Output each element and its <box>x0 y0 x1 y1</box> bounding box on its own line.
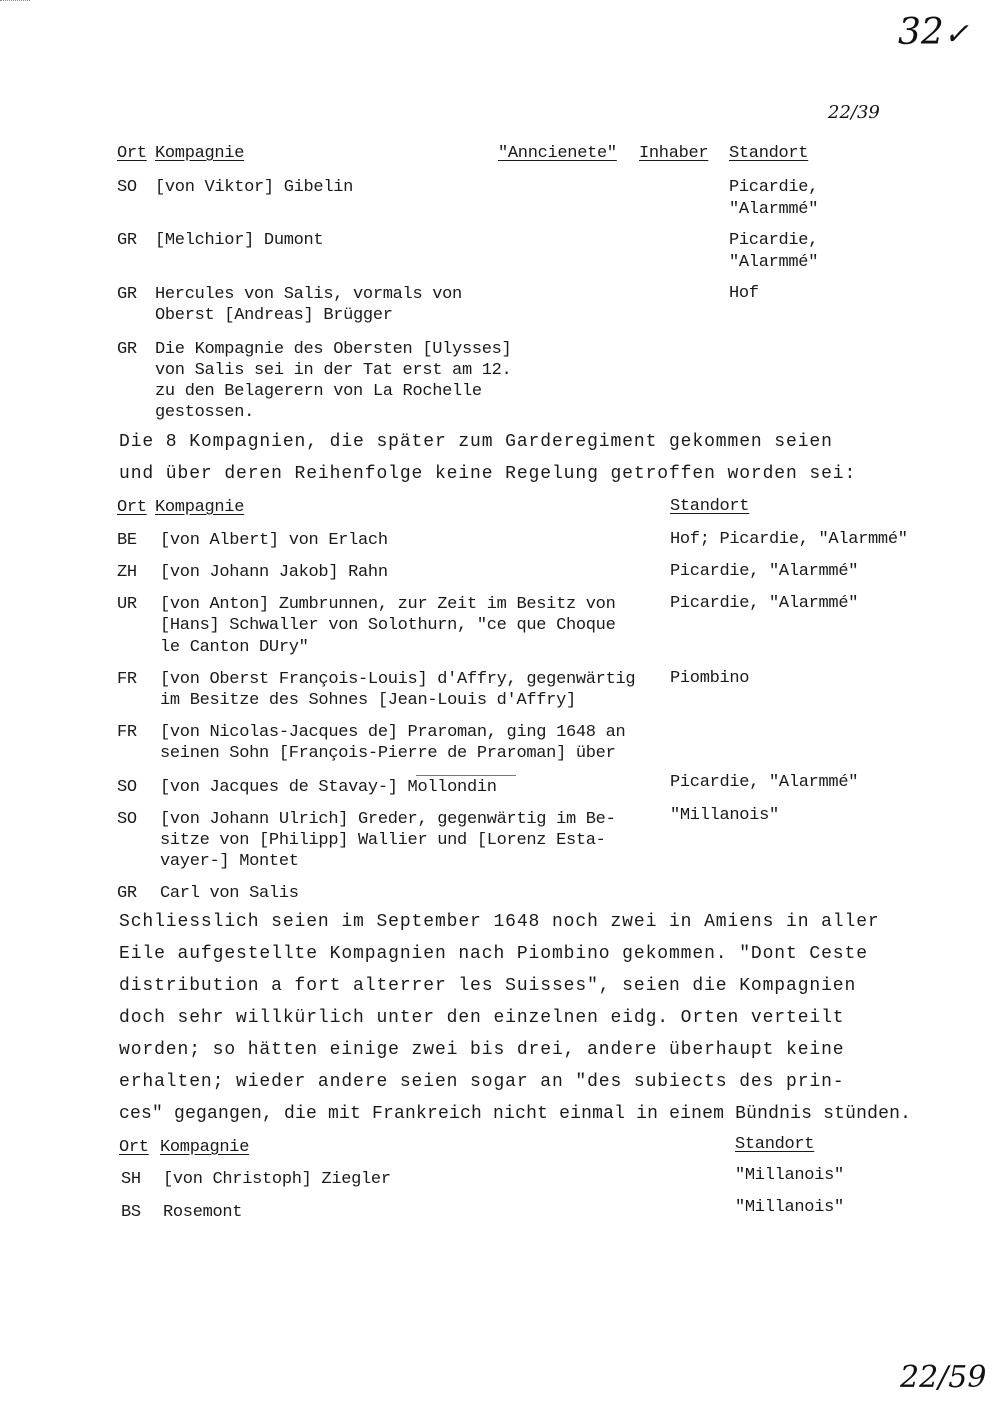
table2-row6-ort: SO <box>117 778 137 797</box>
table3-row2-standort: "Millanois" <box>735 1198 844 1217</box>
table1-header-kompagnie: Kompagnie <box>155 144 245 163</box>
table3-header-ort: Ort <box>119 1138 149 1157</box>
table2-row1-standort: Hof; Picardie, "Alarmmé" <box>670 530 908 549</box>
table2-row7-standort: "Millanois" <box>670 806 779 825</box>
table3-header-kompagnie: Kompagnie <box>160 1138 250 1157</box>
table2-row7-kompagnie-line2: sitze von [Philipp] Wallier und [Lorenz Esta- <box>160 831 606 850</box>
table2-row8-kompagnie: Carl von Salis <box>160 884 299 903</box>
table1-row4-kompagnie-line3: zu den Belagerern von La Rochelle <box>155 382 482 401</box>
scan-edge-mark <box>0 0 30 7</box>
table2-row6-standort: Picardie, "Alarmmé" <box>670 773 859 792</box>
table2-row6-kompagnie: [von Jacques de Stavay-] Mollondin <box>160 778 497 797</box>
table2-row2-ort: ZH <box>117 563 137 582</box>
table2-row4-standort: Piombino <box>670 669 750 688</box>
table2-row3-kompagnie-line3: le Canton DUry" <box>160 638 309 657</box>
table3-row2-kompagnie: Rosemont <box>163 1203 243 1222</box>
table1-row2-standort-line2: "Alarmmé" <box>729 253 819 272</box>
table1-header-standort: Standort <box>729 144 809 163</box>
paragraph2-line2: Eile aufgestellte Kompagnien nach Piombino gekommen. "Dont Ceste <box>119 944 868 964</box>
table1-header-inhaber: Inhaber <box>639 144 709 163</box>
table3-header-standort: Standort <box>735 1135 815 1154</box>
table1-row1-standort-line1: Picardie, <box>729 178 819 197</box>
table2-row5-kompagnie-line2: seinen Sohn [François-Pierre de Praroman] über <box>160 744 616 763</box>
table1-row3-kompagnie-line1: Hercules von Salis, vormals von <box>155 285 462 304</box>
table2-row3-ort: UR <box>117 595 137 614</box>
table2-row4-kompagnie-line2: im Besitze des Sohnes [Jean-Louis d'Affry] <box>160 691 576 710</box>
table2-row8-ort: GR <box>117 884 137 903</box>
table2-header-kompagnie: Kompagnie <box>155 498 245 517</box>
table2-row1-ort: BE <box>117 531 137 550</box>
table1-row2-ort: GR <box>117 231 137 250</box>
paragraph1-line1: Die 8 Kompagnien, die später zum Garderegiment gekommen seien <box>119 432 833 452</box>
paragraph2-line1: Schliesslich seien im September 1648 noch zwei in Amiens in aller <box>119 912 880 932</box>
table2-row3-standort: Picardie, "Alarmmé" <box>670 594 859 613</box>
table2-header-standort: Standort <box>670 497 750 516</box>
table3-row1-standort: "Millanois" <box>735 1166 844 1185</box>
folio-number: 22/39 <box>828 102 880 123</box>
table2-row7-kompagnie-line3: vayer-] Montet <box>160 852 299 871</box>
table1-row3-kompagnie-line2: Oberst [Andreas] Brügger <box>155 306 393 325</box>
table1-row4-kompagnie-line1: Die Kompagnie des Obersten [Ulysses] <box>155 340 512 359</box>
table1-header-ort: Ort <box>117 144 147 163</box>
table1-header-anncienete: "Anncienete" <box>498 144 617 163</box>
table2-row3-kompagnie-line1: [von Anton] Zumbrunnen, zur Zeit im Besitz von <box>160 595 616 614</box>
table1-row4-ort: GR <box>117 340 137 359</box>
handwritten-bottom-folio: 22/59 <box>900 1360 987 1395</box>
paragraph2-line3: distribution a fort alterrer les Suisses", seien die Kompagnien <box>119 976 857 996</box>
table2-row7-ort: SO <box>117 810 137 829</box>
table2-row5-ort: FR <box>117 723 137 742</box>
table2-row4-kompagnie-line1: [von Oberst François-Louis] d'Affry, gegenwärtig <box>160 670 636 689</box>
paragraph2-line7: ces" gegangen, die mit Frankreich nicht einmal in einem Bündnis stünden. <box>119 1104 912 1124</box>
table2-row3-kompagnie-line2: [Hans] Schwaller von Solothurn, "ce que Choque <box>160 616 616 635</box>
table1-row4-kompagnie-line4: gestossen. <box>155 403 255 422</box>
table1-row1-standort-line2: "Alarmmé" <box>729 200 819 219</box>
paragraph2-line5: worden; so hätten einige zwei bis drei, andere überhaupt keine <box>119 1040 845 1060</box>
table2-row4-ort: FR <box>117 670 137 689</box>
table3-row2-ort: BS <box>121 1203 141 1222</box>
table1-row2-kompagnie: [Melchior] Dumont <box>155 231 324 250</box>
table1-row4-kompagnie-line2: von Salis sei in der Tat erst am 12. <box>155 361 512 380</box>
table2-row1-kompagnie: [von Albert] von Erlach <box>160 531 388 550</box>
table2-row5-kompagnie-line1: [von Nicolas-Jacques de] Praroman, ging 1648 an <box>160 723 626 742</box>
paragraph2-line6: erhalten; wieder andere seien sogar an "des subiects des prin- <box>119 1072 845 1092</box>
pencil-stroke <box>416 775 516 776</box>
table1-row3-standort: Hof <box>729 284 759 303</box>
paragraph2-line4: doch sehr willkürlich unter den einzelnen eidg. Orten verteilt <box>119 1008 845 1028</box>
table2-row7-kompagnie-line1: [von Johann Ulrich] Greder, gegenwärtig im Be- <box>160 810 616 829</box>
table1-row2-standort-line1: Picardie, <box>729 231 819 250</box>
table2-row2-standort: Picardie, "Alarmmé" <box>670 562 859 581</box>
table1-row1-kompagnie: [von Viktor] Gibelin <box>155 178 354 197</box>
table1-row3-ort: GR <box>117 285 137 304</box>
table3-row1-kompagnie: [von Christoph] Ziegler <box>163 1170 391 1189</box>
table3-row1-ort: SH <box>121 1170 141 1189</box>
table1-row1-ort: SO <box>117 178 137 197</box>
handwritten-page-number: 32✓ <box>898 12 969 53</box>
table2-row2-kompagnie: [von Johann Jakob] Rahn <box>160 563 388 582</box>
table2-header-ort: Ort <box>117 498 147 517</box>
paragraph1-line2: und über deren Reihenfolge keine Regelung getroffen worden sei: <box>119 464 857 484</box>
